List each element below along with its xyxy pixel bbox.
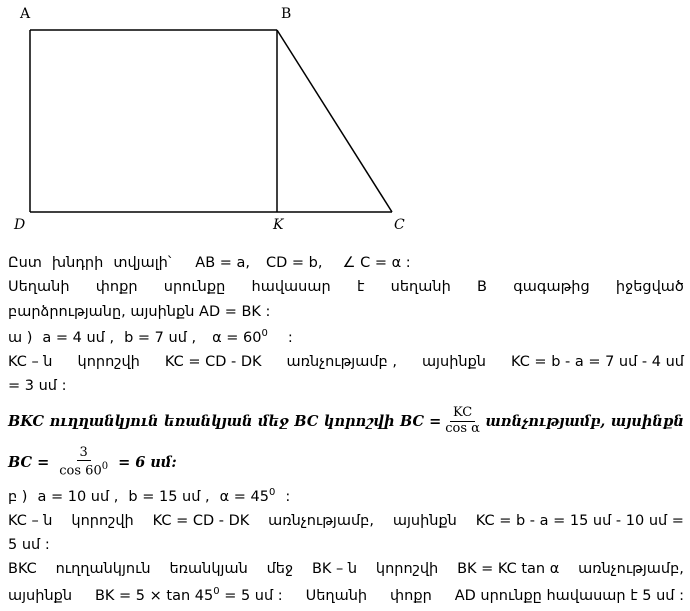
text: 5 սմ : (8, 537, 50, 553)
numerator: KC (450, 406, 475, 421)
fraction (445, 406, 480, 436)
word: կորոշվի (77, 354, 140, 370)
text: = 3 սմ : (8, 378, 67, 394)
word: է (356, 279, 365, 295)
formula: AB = a, (195, 255, 251, 271)
superscript: 0 (269, 487, 276, 498)
word: եռանկյան (164, 412, 253, 430)
superscript: 0 (261, 328, 268, 339)
formula: b = 15 սմ , (128, 488, 210, 505)
word: BC (294, 412, 319, 430)
vertex-label-d: D (14, 217, 26, 233)
word: առնչությամբ, (578, 561, 684, 577)
word: այսինքն (8, 587, 73, 604)
vertex-label-c: C (394, 217, 405, 233)
formula: KC = CD - DK (152, 513, 250, 529)
word: Սեղանի (305, 587, 368, 604)
formula: a = 4 սմ , (42, 329, 115, 346)
word: սեղանի (390, 279, 451, 295)
word: ուղղանկյուն (55, 561, 151, 577)
word: մեջ (258, 412, 289, 430)
formula: BC = (399, 412, 442, 430)
word: BKC (8, 412, 45, 430)
word: եռանկյան (169, 561, 248, 577)
formula: KC = CD - DK (164, 354, 262, 370)
word: փոքր (95, 279, 138, 295)
formula: = 5 սմ : (224, 587, 283, 604)
vertex-label-b: B (281, 6, 292, 22)
word: խնդրի (51, 255, 104, 271)
word: առնչությամբ , (286, 354, 397, 370)
word: այսինքն (421, 354, 486, 370)
word: իջեցված (615, 279, 684, 295)
word: կորոշվի (71, 513, 134, 529)
formula: = 6 սմ: (118, 453, 177, 471)
solution-line (8, 400, 684, 442)
formula: a = 10 սմ , (37, 488, 119, 505)
solution-line (8, 513, 684, 529)
numerator: 3 (77, 446, 91, 461)
word: այսինքն (610, 412, 684, 430)
word: ուղղանկյուն (49, 412, 159, 430)
word: AD սրունքը հավասար է 5 սմ : (454, 587, 684, 604)
word: B (477, 279, 487, 295)
vertex-label-a: A (20, 6, 31, 22)
fraction (59, 446, 108, 479)
segment-BC (277, 30, 392, 212)
solution-line (8, 378, 684, 394)
solution-line (8, 537, 684, 553)
vertex-label-k: K (273, 217, 284, 233)
formula: BK = KC tan α (457, 561, 560, 577)
solution-line (8, 561, 684, 577)
word: BK – ն (311, 561, 358, 577)
word: առնչությամբ, (485, 412, 606, 430)
case-b-given (8, 487, 684, 505)
formula: KC = b - a = 15 սմ - 10 սմ = (475, 513, 684, 529)
word: սրունքը (163, 279, 226, 295)
formula: α = 60 (212, 329, 262, 346)
text: : (287, 329, 293, 346)
word: կորոշվի (323, 412, 395, 430)
word: տվյալի՝ (113, 255, 172, 271)
statement-line (8, 304, 684, 320)
case-label: բ ) (8, 488, 28, 505)
text: : (285, 488, 291, 505)
case-label: ա ) (8, 329, 33, 346)
statement-line (8, 279, 684, 295)
word: առնչությամբ, (268, 513, 374, 529)
solution-line (8, 586, 684, 604)
formula: KC = b - a = 7 սմ - 4 սմ (510, 354, 684, 370)
word: KC – ն (8, 354, 53, 370)
word: մեջ (266, 561, 294, 577)
solution-line (8, 442, 684, 482)
word: հավասար (251, 279, 331, 295)
formula: BC = (8, 453, 50, 471)
superscript: 0 (101, 460, 109, 472)
word: Սեղանի (8, 279, 70, 295)
denominator: cos 60 (59, 463, 102, 479)
word: Ըստ (8, 255, 42, 271)
word: փոքր (390, 587, 432, 604)
word: գագաթից (513, 279, 590, 295)
formula: BK = 5 × tan 45 (94, 587, 214, 604)
word: այսինքն (392, 513, 457, 529)
word: BKC (8, 561, 37, 577)
case-a-given (8, 328, 684, 346)
word: KC – ն (8, 513, 53, 529)
given-line (8, 255, 684, 271)
text: բարձրությանը, այսինքն AD = BK : (8, 304, 271, 320)
word: կորոշվի (375, 561, 439, 577)
denominator: cos α (445, 420, 480, 436)
formula: CD = b, (266, 255, 323, 271)
formula: b = 7 սմ , (124, 329, 197, 346)
solution-line (8, 354, 684, 370)
formula: ∠ C = α : (342, 255, 411, 271)
trapezoid-figure (0, 0, 690, 240)
superscript: 0 (213, 586, 220, 597)
formula: α = 45 (219, 488, 270, 505)
